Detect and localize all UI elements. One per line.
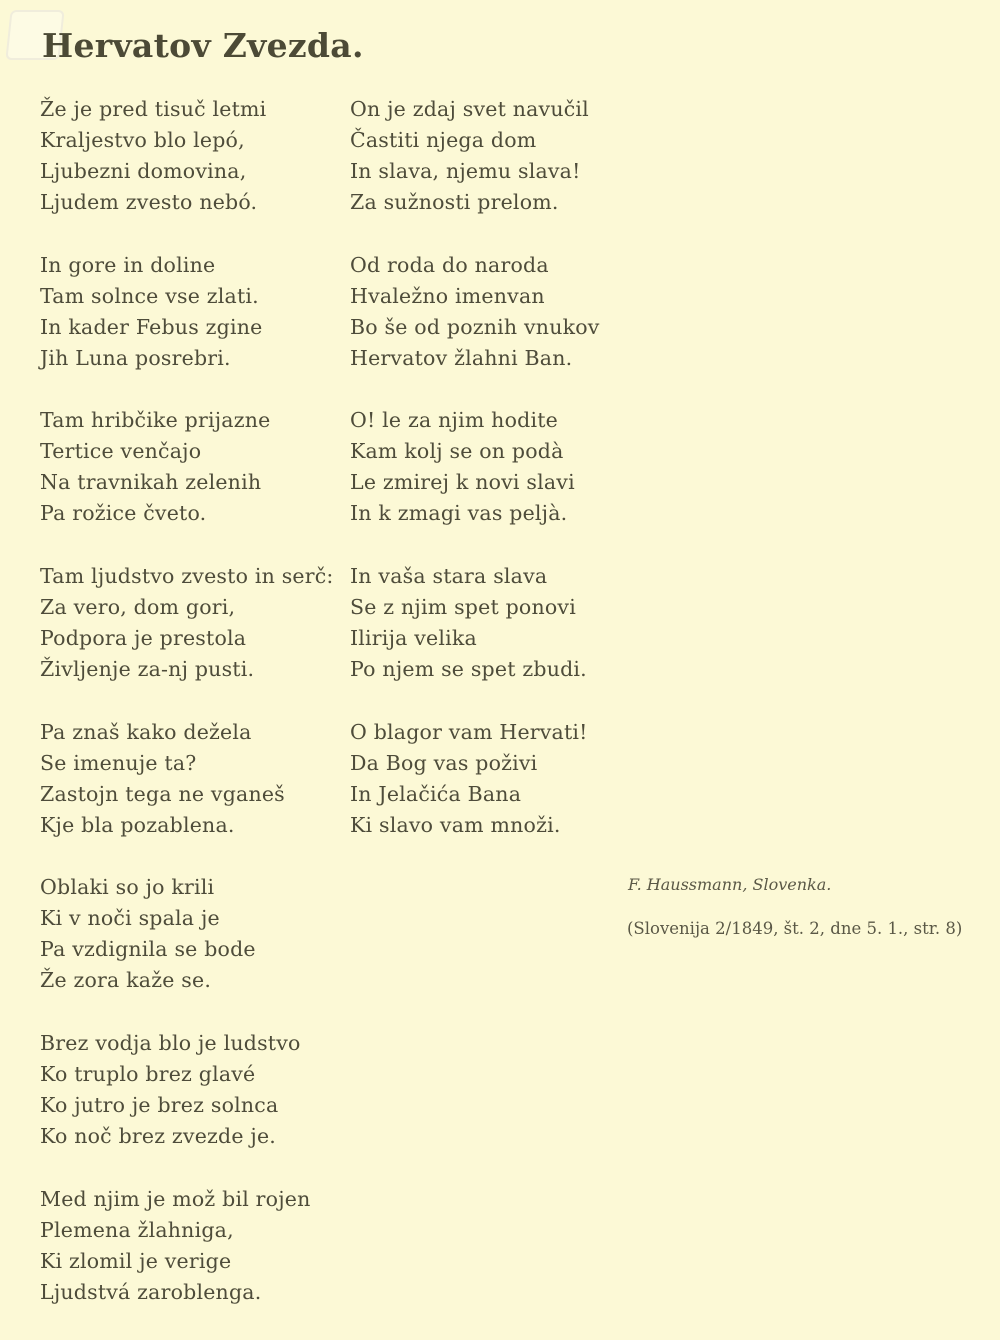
verse-line: Le zmirej k novi slavi (350, 470, 575, 495)
stanza (350, 405, 600, 561)
verse-line: Za sužnosti prelom. (350, 190, 559, 214)
stanza (40, 405, 334, 561)
stanza (40, 1184, 334, 1340)
verse-line: In vaša stara slava (350, 564, 548, 589)
verse-line: Bo še od poznih vnukov (350, 314, 600, 339)
verse-line: Ki slavo vam množi. (350, 812, 561, 837)
stanza (350, 94, 600, 250)
verse-line: Ko truplo brez glavé (40, 1062, 256, 1087)
verse-line: In Jelačića Bana (350, 781, 522, 806)
verse-line: Tertice venčajo (40, 439, 202, 464)
verse-line: Kraljestvo blo lepó, (40, 128, 245, 152)
verse-line: Med njim je mož bil rojen (40, 1186, 311, 1211)
stanza (40, 1028, 334, 1184)
stanza (350, 717, 600, 873)
stanza (40, 717, 334, 873)
verse-line: Se z njim spet ponovi (350, 595, 576, 620)
verse-line: Da Bog vas poživi (350, 750, 538, 775)
verse-line: Se imenuje ta? (40, 750, 197, 775)
verse-line: Tam ljudstvo zvesto in serč: (40, 564, 334, 589)
verse-line: Plemena žlahniga, (40, 1217, 234, 1242)
stanza (350, 561, 600, 717)
stanza (40, 250, 334, 406)
verse-line: Ko jutro je brez solnca (40, 1093, 279, 1118)
verse-line: Pa vzdignila se bode (40, 937, 256, 962)
verse-line: Na travnikah zelenih (40, 470, 262, 495)
verse-line: Tam solnce vse zlati. (40, 283, 259, 308)
verse-line: O! le za njim hodite (350, 408, 558, 433)
verse-line: Pa znaš kako dežela (40, 719, 252, 744)
verse-line: Častiti njega dom (350, 128, 537, 152)
verse-line: Hvaležno imenvan (350, 283, 545, 308)
verse-line: On je zdaj svet navučil (350, 97, 589, 121)
poem-column-left (40, 94, 334, 1340)
stanza (40, 561, 334, 717)
verse-line: Ljudem zvesto nebó. (40, 190, 258, 214)
verse-line: Podpora je prestola (40, 626, 247, 651)
author-attribution: F. Haussmann, Slovenka. (628, 875, 832, 894)
verse-line: Kam kolj se on podà (350, 439, 564, 464)
verse-line: Oblaki so jo krili (40, 875, 215, 900)
verse-line: Ilirija velika (350, 626, 477, 651)
verse-line: In kader Febus zgine (40, 314, 263, 339)
verse-line: In k zmagi vas peljà. (350, 501, 568, 526)
verse-line: Za vero, dom gori, (40, 595, 236, 620)
verse-line: In gore in doline (40, 252, 216, 277)
verse-line: Hervatov žlahni Ban. (350, 345, 573, 370)
verse-line: Brez vodja blo je ludstvo (40, 1031, 301, 1056)
verse-line: Ko noč brez zvezde je. (40, 1124, 277, 1149)
verse-line: Ljubezni domovina, (40, 159, 247, 183)
verse-line: Zastojn tega ne vganeš (40, 781, 285, 806)
verse-line: Jih Luna posrebri. (40, 345, 231, 370)
verse-line: Ljudstvá zaroblenga. (40, 1279, 262, 1304)
verse-line: Ki v noči spala je (40, 906, 220, 931)
verse-line: Življenje za-nj pusti. (40, 657, 255, 682)
source-citation: (Slovenija 2/1849, št. 2, dne 5. 1., str. 8) (627, 919, 963, 938)
verse-line: O blagor vam Hervati! (350, 719, 588, 744)
verse-line: Kje bla pozablena. (40, 812, 235, 837)
poem-title: Hervatov Zvezda. (42, 26, 364, 65)
poem-column-right (350, 94, 600, 872)
verse-line: Ki zlomil je verige (40, 1248, 232, 1273)
verse-line: Že je pred tisuč letmi (40, 97, 267, 121)
verse-line: Po njem se spet zbudi. (350, 657, 587, 682)
verse-line: Od roda do naroda (350, 252, 549, 277)
stanza (40, 94, 334, 250)
stanza (40, 872, 334, 1028)
verse-line: In slava, njemu slava! (350, 159, 581, 183)
verse-line: Tam hribčike prijazne (40, 408, 271, 433)
verse-line: Pa rožice čveto. (40, 501, 207, 526)
verse-line: Že zora kaže se. (40, 968, 212, 993)
stanza (350, 250, 600, 406)
